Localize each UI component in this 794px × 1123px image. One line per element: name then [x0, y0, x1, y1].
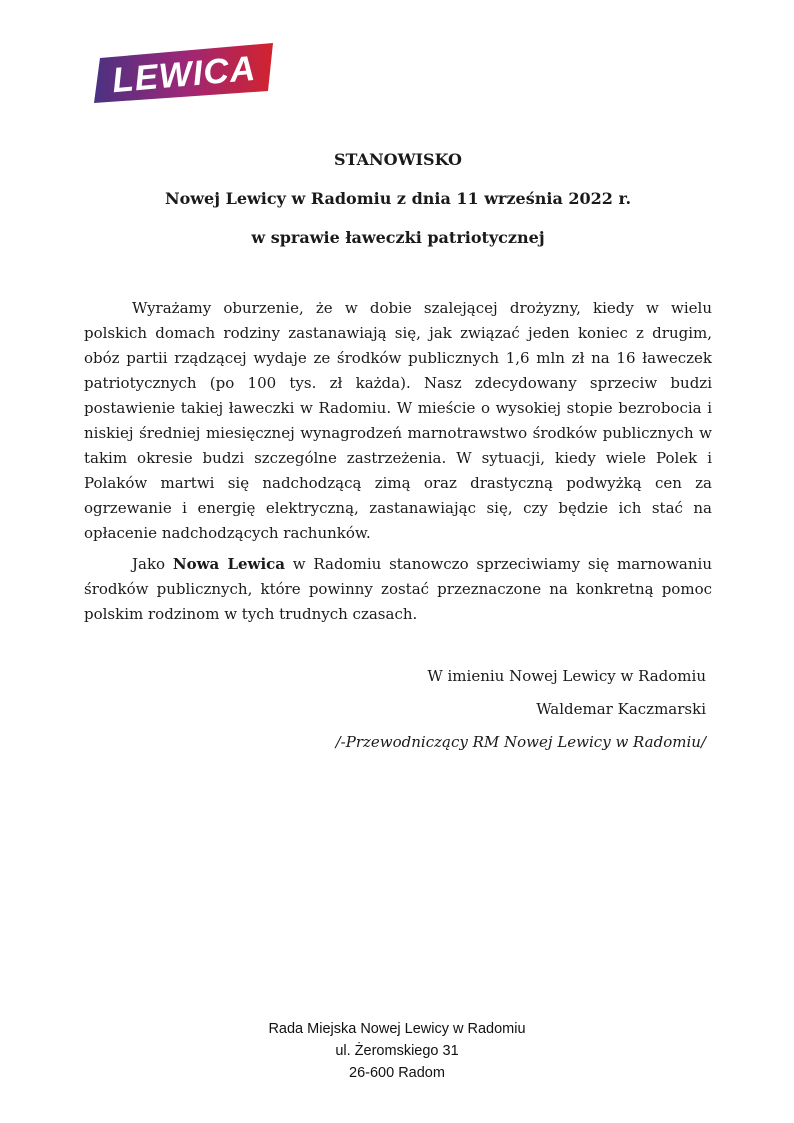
paragraph2-rest: w Radomiu stanowczo sprzeciwiamy się marnowaniu środków publicznych, które powinny zostać przeznaczone na konkretną pomoc polskim rodzinom w tych trudnych czasach.: [84, 555, 712, 623]
footer-street-address: ul. Żeromskiego 31: [335, 1043, 459, 1059]
signature-name: Waldemar Kaczmarski: [536, 700, 706, 718]
signature-on-behalf-line: W imieniu Nowej Lewicy w Radomiu: [427, 667, 706, 685]
signature-block: [84, 660, 706, 759]
footer-postal-city: 26-600 Radom: [349, 1065, 445, 1081]
title-org-and-date: Nowej Lewicy w Radomiu z dnia 11 września 2022 r.: [164, 189, 632, 208]
logo-text: LEWICA: [110, 48, 258, 101]
lewica-logo: [84, 34, 284, 114]
signature-role-title: /-Przewodniczący RM Nowej Lewicy w Radomiu/: [335, 733, 706, 751]
statement-body: [84, 296, 712, 633]
statement-paragraph-2: [84, 552, 712, 627]
footer-org-name: Rada Miejska Nowej Lewicy w Radomiu: [268, 1021, 526, 1037]
paragraph2-bold-party-name: Nowa Lewica: [172, 555, 285, 573]
title-subject: w sprawie ławeczki patriotycznej: [251, 228, 545, 247]
document-type-heading: STANOWISKO: [334, 150, 462, 169]
footer-address-block: [0, 1018, 794, 1084]
title-block: [84, 150, 712, 267]
paragraph2-prefix: Jako: [132, 555, 173, 573]
statement-paragraph-1: Wyrażamy oburzenie, że w dobie szalejącej drożyzny, kiedy w wielu polskich domach rodziny zastanawiają się, jak związać jeden koniec z drugim, obóz partii rządzącej wydaje ze środków publicznych 1,6 mln zł na 16 ławeczek patriotycznych (po 100 tys. zł każda). Nasz zdecydowany sprzeciw budzi postawienie takiej ławeczki w Radomiu. W mieście o wysokiej stopie bezrobocia i niskiej średniej miesięcznej wynagrodzeń marnotrawstwo środków publicznych w takim okresie budzi szczególne zastrzeżenia. W sytuacji, kiedy wiele Polek i Polaków martwi się nadchodzącą zimą oraz drastyczną podwyżką cen za ogrzewanie i energię elektryczną, zastanawiając się, czy będzie ich stać na opłacenie nadchodzących rachunków.: [84, 299, 712, 542]
